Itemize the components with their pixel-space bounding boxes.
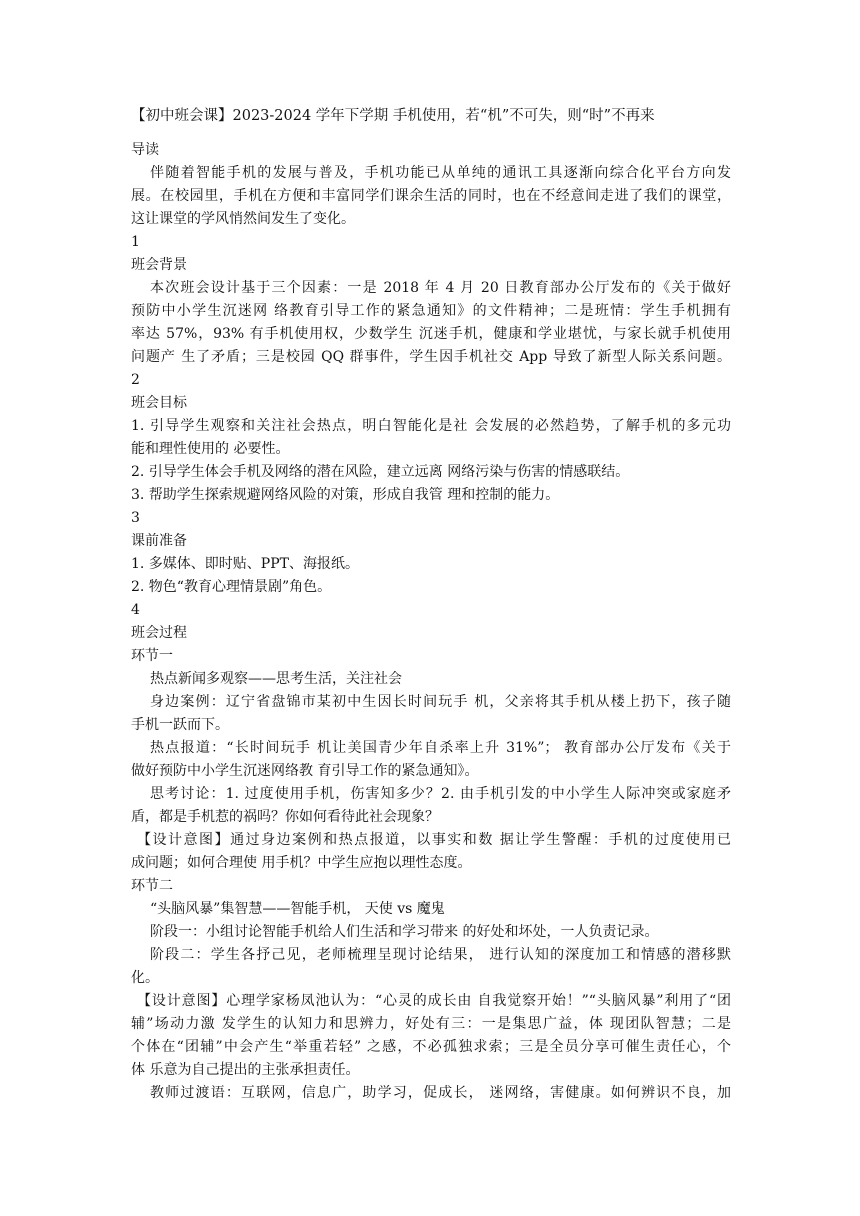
text-line: 本次班会设计基于三个因素：一是 2018 年 4 月 20 日教育部办公厅发布的《关于做好: [150, 280, 731, 296]
text-line: 环节二: [131, 878, 173, 894]
text-line: 阶段一：小组讨论智能手机给人们生活和学习带来 的好处和坏处，一人负责记录。: [150, 924, 659, 940]
text-line: 盾，都是手机惹的祸吗？你如何看待此社会现象？: [131, 809, 439, 825]
text-line: 3: [131, 510, 140, 526]
text-line: 手机一跃而下。: [131, 717, 229, 733]
text-line: 伴随着智能手机的发展与普及，手机功能已从单纯的通讯工具逐渐向综合化平台方向发: [150, 165, 731, 181]
document-title: 【初中班会课】2023-2024 学年下学期 手机使用，若“机”不可失，则“时”不再来: [131, 108, 655, 124]
text-line: 辅”场动力激 发学生的认知力和思辨力，好处有三：一是集思广益，体 现团队智慧；二是: [131, 1016, 731, 1032]
text-line: 能和理性使用的 必要性。: [131, 441, 290, 457]
text-line: “头脑风暴”集智慧——智能手机， 天使 vs 魔鬼: [150, 901, 445, 917]
text-line: 班会背景: [131, 257, 187, 273]
text-line: 这让课堂的学风悄然间发生了变化。: [131, 211, 355, 227]
text-line: 1. 多媒体、即时贴、PPT、海报纸。: [131, 556, 359, 572]
text-line: 4: [131, 602, 140, 618]
text-line: 思考讨论：1. 过度使用手机，伤害知多少？2. 由手机引发的中小学生人际冲突或家庭矛: [150, 786, 731, 802]
text-line: 班会过程: [131, 625, 187, 641]
text-line: 阶段二：学生各抒己见，老师梳理呈现讨论结果， 进行认知的深度加工和情感的潜移默: [150, 947, 731, 963]
text-line: 2: [131, 372, 140, 388]
text-line: 环节一: [131, 648, 173, 664]
text-line: 成问题；如何合理使 用手机？中学生应抱以理性态度。: [131, 855, 472, 871]
text-line: 课前准备: [131, 533, 187, 549]
text-line: 1: [131, 234, 140, 250]
text-line: 导读: [131, 142, 159, 158]
text-line: 教师过渡语：互联网，信息广，助学习，促成长， 迷网络，害健康。如何辨识不良，加: [150, 1085, 731, 1101]
text-line: 1. 引导学生观察和关注社会热点，明白智能化是社 会发展的必然趋势，了解手机的多元功: [131, 418, 731, 434]
text-line: 班会目标: [131, 395, 187, 411]
text-line: 【设计意图】心理学家杨凤池认为：“心灵的成长由 自我觉察开始！”“头脑风暴”利用了“团: [137, 993, 731, 1009]
text-line: 热点新闻多观察——思考生活，关注社会: [150, 671, 402, 687]
text-line: 个体在“团辅”中会产生“举重若轻” 之感，不必孤独求索；三是全员分享可催生责任心，个: [131, 1039, 731, 1055]
text-line: 化。: [131, 970, 159, 986]
text-line: 率达 57%，93% 有手机使用权，少数学生 沉迷手机，健康和学业堪忧，与家长就手机使用: [131, 326, 731, 342]
text-line: 2. 引导学生体会手机及网络的潜在风险，建立远离 网络污染与伤害的情感联结。: [131, 464, 630, 480]
text-line: 体 乐意为自己提出的主张承担责任。: [131, 1062, 360, 1078]
text-line: 问题产 生了矛盾；三是校园 QQ 群事件，学生因手机社交 App 导致了新型人际关系问题。: [131, 349, 731, 365]
text-line: 预防中小学生沉迷网 络教育引导工作的紧急通知》的文件精神；二是班情：学生手机拥有: [131, 303, 731, 319]
text-line: 展。在校园里，手机在方便和丰富同学们课余生活的同时，也在不经意间走进了我们的课堂，: [131, 188, 731, 204]
text-line: 身边案例：辽宁省盘锦市某初中生因长时间玩手 机，父亲将其手机从楼上扔下，孩子随: [150, 694, 731, 710]
text-line: 2. 物色“教育心理情景剧”角色。: [131, 579, 332, 595]
text-line: 热点报道：“长时间玩手 机让美国青少年自杀率上升 31%”； 教育部办公厅发布《关于: [150, 740, 731, 756]
text-line: 【设计意图】通过身边案例和热点报道，以事实和数 据让学生警醒：手机的过度使用已: [137, 832, 731, 848]
text-line: 做好预防中小学生沉迷网络教 育引导工作的紧急通知》。: [131, 763, 479, 779]
text-line: 3. 帮助学生探索规避网络风险的对策，形成自我管 理和控制的能力。: [131, 487, 560, 503]
